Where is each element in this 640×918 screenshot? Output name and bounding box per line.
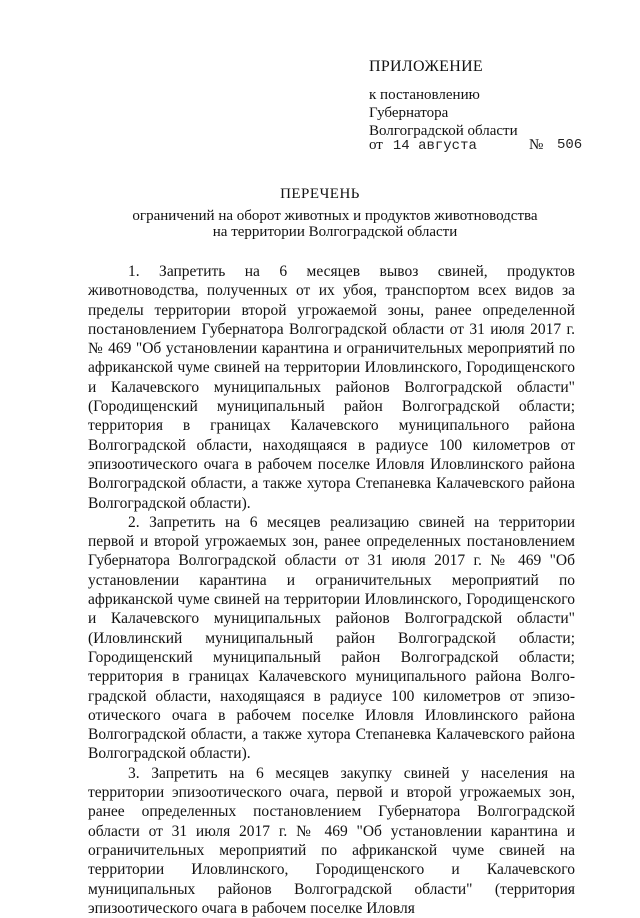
appendix-line-2: Губернатора bbox=[369, 105, 449, 121]
appendix-block bbox=[369, 58, 609, 140]
paragraph-1: 1. Запретить на 6 месяцев вывоз свиней, продуктов животноводства, полученных от их убоя, транспортом всех видов за пределы территории второй угрожаемой зоны, ранее определенной постановлением Губернатора Волгоградской области от 31 июля 2017 г. № 469 "Об установлении карантина и ограничительных мероприятий по африканской чуме свиней на территории Иловлинского, Городищенского и Калачевского муниципальных районов Волгоградской области" (Городищенский муниципальный район Волгоградской области; территория в границах Калачевского муниципального района Волгоградской области, находящаяся в радиусе 100 километров от эпизоотического очага в рабочем поселке Иловля Иловлинского района Волгоградской области, а также хутора Степаневка Калачевского района Волгоградской области). bbox=[88, 263, 575, 512]
date-prefix: от bbox=[369, 137, 383, 153]
number-sign: № bbox=[529, 137, 544, 153]
appendix-line-1: к постановлению bbox=[369, 87, 480, 103]
document-subtitle bbox=[100, 208, 570, 240]
date-value: 14 августа bbox=[392, 138, 477, 154]
paragraph-2: 2. Запретить на 6 месяцев реализацию свиней на территории первой и второй угрожаемых зон, ранее определенных постановлением Губернатора Волгоградской области от 31 июля 2017 г. № 469 "Об установлении карантина и ограничительных мероприятий по африканской чуме свиней на территории Иловлинского, Городищенского и Калачевского муниципальных районов Волгоградской области" (Иловлинский муниципальный район Волгоградской области; Городищенский муниципальный район Волгоградской области; территория в границах Калачевского муниципального района Волгоградской области, находящаяся в радиусе 100 километров от эпизоотического очага в рабочем поселке Иловля Иловлинского района Волгоградской области, а также хутора Степаневка Калачевского района Волгоградской области). bbox=[88, 513, 575, 763]
subtitle-line-2: на территории Волгоградской области bbox=[212, 224, 458, 240]
paragraph-3: 3. Запретить на 6 месяцев закупку свиней у населения на территории эпизоотического очага, первой и второй угрожаемых зон, ранее определенных постановлением Губернатора Волгоградской области от 31 июля 2017 г. № 469 "Об установлении карантина и ограничительных мероприятий по африканской чуме свиней на территории Иловлинского, Городищенского и Калачевского муниципальных районов Волгоградской области" (территория эпизоотического очага в рабочем поселке Иловля bbox=[88, 764, 575, 917]
document-body bbox=[88, 262, 575, 918]
number-value: 506 bbox=[557, 137, 583, 153]
date-number-line bbox=[369, 136, 589, 155]
document-title: ПЕРЕЧЕНЬ bbox=[280, 186, 360, 202]
subtitle-line-1: ограничений на оборот животных и продуктов животноводства bbox=[132, 208, 538, 224]
appendix-label: ПРИЛОЖЕНИЕ bbox=[369, 58, 484, 75]
appendix-line-3: Волгоградской области bbox=[369, 123, 518, 139]
